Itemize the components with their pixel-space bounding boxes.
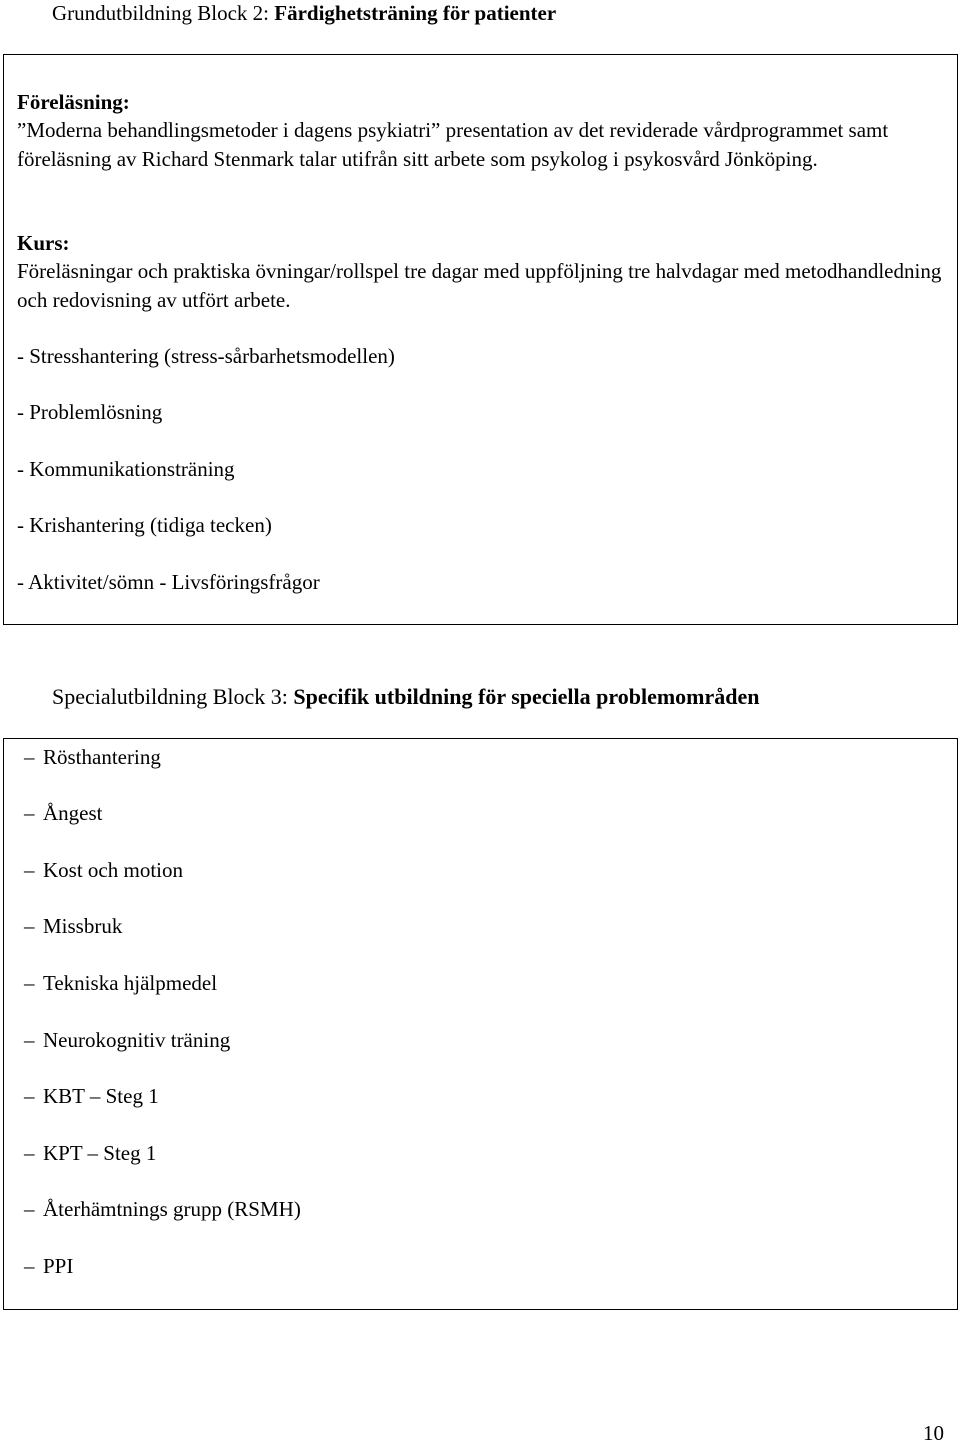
block2-item: - Krishantering (tidiga tecken) — [17, 513, 272, 537]
block3-item-label: Neurokognitiv träning — [43, 1028, 231, 1052]
dash-marker: – — [24, 858, 35, 882]
block3-item-label: KPT – Steg 1 — [43, 1141, 157, 1165]
block3-heading — [52, 684, 760, 710]
block3-item-label: PPI — [43, 1254, 74, 1278]
dash-marker: – — [24, 914, 35, 938]
dash-marker: – — [24, 1197, 35, 1221]
block3-heading-title: Specifik utbildning för speciella problemområden — [293, 684, 760, 709]
dash-marker: – — [24, 1254, 35, 1278]
lecture-text: ”Moderna behandlingsmetoder i dagens psykiatri” presentation av det reviderade vårdprogrammet samt föreläsning av Richard Stenmark talar utifrån sitt arbete som psykolog i psykosvård Jönköping. — [17, 118, 889, 171]
block3-item — [24, 1195, 301, 1223]
block3-item-label: Ångest — [43, 801, 103, 825]
block3-item — [24, 743, 161, 771]
block3-heading-prefix: Specialutbildning Block 3: — [52, 684, 294, 709]
block2-item: - Problemlösning — [17, 400, 163, 424]
block3-item — [24, 1139, 156, 1167]
block3-item-label: Kost och motion — [43, 858, 183, 882]
dash-marker: – — [24, 971, 35, 995]
dash-marker: – — [24, 1028, 35, 1052]
dash-marker: – — [24, 745, 35, 769]
block2-heading — [52, 0, 556, 26]
course-label: Kurs: — [17, 231, 70, 255]
dash-marker: – — [24, 1084, 35, 1108]
block3-item — [24, 1026, 230, 1054]
block2-heading-prefix: Grundutbildning Block 2: — [52, 1, 275, 25]
block3-item — [24, 1082, 159, 1110]
page-number: 10 — [923, 1421, 944, 1445]
block2-item: - Aktivitet/sömn - Livsföringsfrågor — [17, 570, 320, 594]
block3-box — [3, 738, 958, 1310]
block3-item-label: Tekniska hjälpmedel — [43, 971, 218, 995]
dash-marker: – — [24, 801, 35, 825]
block3-item-label: Rösthantering — [43, 745, 161, 769]
block3-item-label: Missbruk — [43, 914, 123, 938]
block2-heading-title: Färdighetsträning för patienter — [274, 1, 557, 25]
block2-box — [3, 54, 958, 625]
block3-item-label: KBT – Steg 1 — [43, 1084, 159, 1108]
lecture-label: Föreläsning: — [17, 90, 130, 114]
block3-item — [24, 969, 217, 997]
block3-item-label: Återhämtnings grupp (RSMH) — [43, 1197, 301, 1221]
block3-item — [24, 856, 183, 884]
dash-marker: – — [24, 1141, 35, 1165]
block3-item — [24, 1252, 73, 1280]
block2-item: - Stresshantering (stress-sårbarhetsmodellen) — [17, 344, 395, 368]
course-text: Föreläsningar och praktiska övningar/rollspel tre dagar med uppföljning tre halvdagar med metodhandledning och redovisning av utfört arbete. — [17, 259, 942, 312]
block3-item — [24, 912, 122, 940]
block3-item — [24, 799, 103, 827]
block2-item: - Kommunikationsträning — [17, 457, 235, 481]
